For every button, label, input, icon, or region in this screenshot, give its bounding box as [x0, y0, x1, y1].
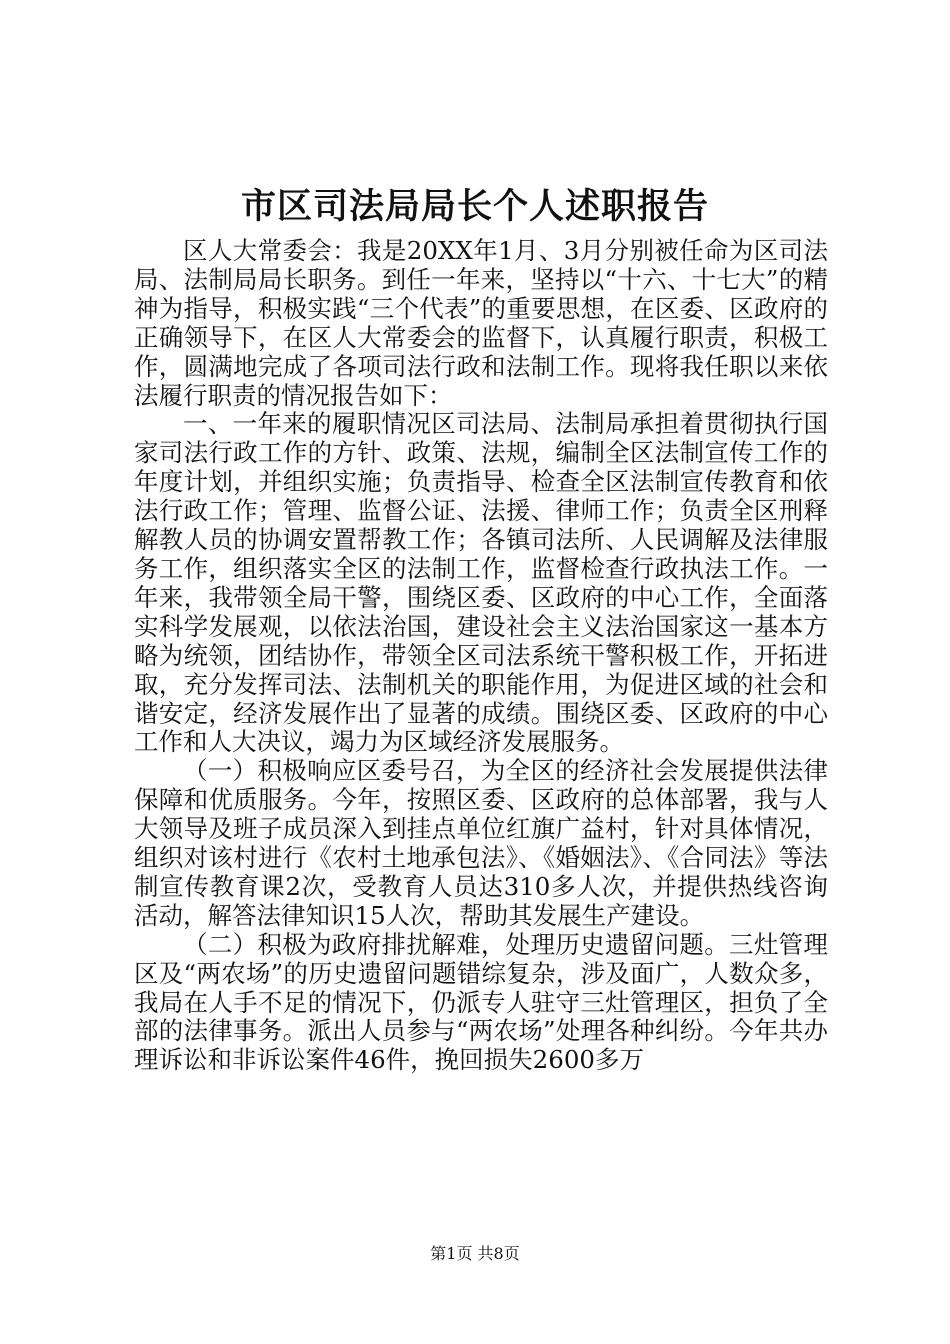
- document-title: 市区司法局局长个人述职报告: [240, 186, 709, 227]
- paragraph-subsection-2: （二）积极为政府排扰解难，处理历史遗留问题。三灶管理区及“两农场”的历史遗留问题错综复杂，涉及面广，人数众多，我局在人手不足的情况下，仍派专人驻守三灶管理区，担负了全部的法律事务。派出人员参与“两农场”处理各种纠纷。今年共办理诉讼和非诉讼案件46件，挽回损失2600多万: [134, 929, 828, 1075]
- document-body: [134, 237, 828, 1075]
- paragraph-section-1: 一、一年来的履职情况区司法局、法制局承担着贯彻执行国家司法行政工作的方针、政策、法规，编制全区法制宣传工作的年度计划，并组织实施；负责指导、检查全区法制宣传教育和依法行政工作；管理、监督公证、法援、律师工作；负责全区刑释解教人员的协调安置帮教工作；各镇司法所、人民调解及法律服务工作，组织落实全区的法制工作，监督检查行政执法工作。一年来，我带领全局干警，围绕区委、区政府的中心工作，全面落实科学发展观，以依法治国，建设社会主义法治国家这一基本方略为统领，团结协作，带领全区司法系统干警积极工作，开拓进取，充分发挥司法、法制机关的职能作用，为促进区域的社会和谐安定，经济发展作出了显著的成绩。围绕区委、区政府的中心工作和人大决议，竭力为区域经济发展服务。: [134, 409, 828, 757]
- page-number-footer: 第1页 共8页: [430, 1244, 520, 1263]
- paragraph-intro: 区人大常委会：我是20XX年1月、3月分别被任命为区司法局、法制局局长职务。到任一年来，坚持以“十六、十七大”的精神为指导，积极实践“三个代表”的重要思想，在区委、区政府的正确领导下，在区人大常委会的监督下，认真履行职责，积极工作，圆满地完成了各项司法行政和法制工作。现将我任职以来依法履行职责的情况报告如下：: [134, 236, 828, 410]
- paragraph-subsection-1: （一）积极响应区委号召，为全区的经济社会发展提供法律保障和优质服务。今年，按照区委、区政府的总体部署，我与人大领导及班子成员深入到挂点单位红旗广益村，针对具体情况，组织对该村进行《农村土地承包法》、《婚姻法》、《合同法》等法制宣传教育课2次，受教育人员达310多人次，并提供热线咨询活动，解答法律知识15人次，帮助其发展生产建设。: [134, 756, 828, 930]
